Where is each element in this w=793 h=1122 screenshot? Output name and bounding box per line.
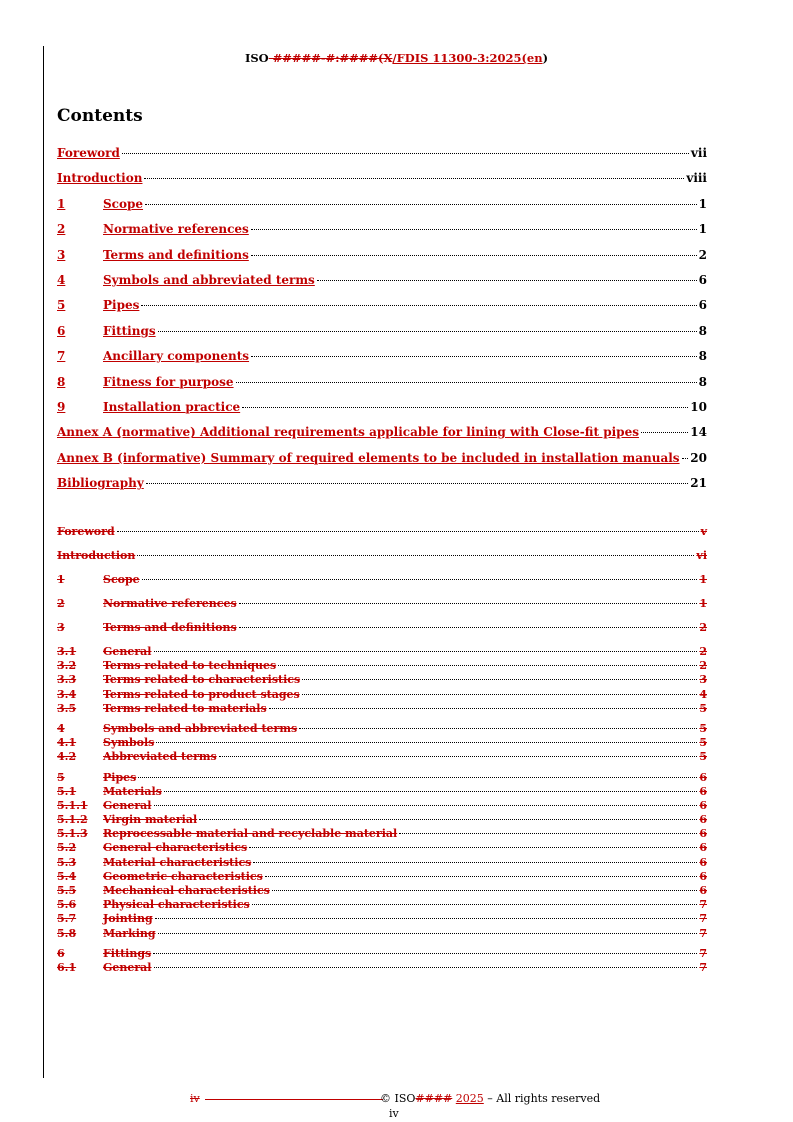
toc-leader-dots <box>142 579 698 580</box>
toc-entry[interactable] <box>57 722 707 736</box>
toc-leader-dots <box>158 933 698 934</box>
toc-leader-dots <box>272 890 697 891</box>
toc-entry-number: 5.7 <box>57 912 77 926</box>
toc-entry-page: 3 <box>699 673 707 687</box>
toc-entry-page: 5 <box>699 701 707 715</box>
toc-entry[interactable] <box>57 884 707 898</box>
toc-entry-page: 5 <box>699 721 707 735</box>
footer-rule <box>205 1099 383 1100</box>
toc-entry-number: 4 <box>57 272 66 287</box>
toc-entry[interactable] <box>57 750 707 764</box>
toc-entry-number: 3.1 <box>57 645 77 658</box>
toc-entry-title[interactable]: Installation practice <box>103 399 241 414</box>
toc-entry-number: 5.1.2 <box>57 813 88 827</box>
toc-entry-number: 5.1.3 <box>57 827 88 841</box>
toc-entry[interactable] <box>57 785 707 799</box>
footer-deleted-page-number: iv <box>190 1092 200 1105</box>
toc-entry[interactable] <box>57 898 707 912</box>
toc-entry[interactable] <box>57 573 707 597</box>
toc-entry-number: 3.5 <box>57 701 77 715</box>
toc-entry[interactable] <box>57 597 707 621</box>
footer-page-number: iv <box>389 1107 399 1120</box>
toc-leader-dots <box>302 694 698 695</box>
toc-entry[interactable] <box>57 856 707 870</box>
toc-entry[interactable] <box>57 425 707 450</box>
toc-entry-title[interactable]: Mechanical characteristics <box>103 884 270 897</box>
toc-entry-title[interactable]: General <box>103 798 152 812</box>
toc-entry[interactable] <box>57 771 707 785</box>
toc-leader-dots <box>399 833 697 834</box>
toc-entry-page: 6 <box>699 784 707 798</box>
toc-entry-number: 1 <box>57 573 65 586</box>
header-deleted-text: #####-#:####(X <box>268 51 393 65</box>
toc-leader-dots <box>239 627 698 628</box>
toc-new <box>57 146 707 501</box>
toc-leader-dots <box>156 742 697 743</box>
toc-entry-title[interactable]: Normative references <box>103 597 237 610</box>
toc-entry-title[interactable]: Materials <box>103 784 162 798</box>
toc-leader-dots <box>138 777 697 778</box>
toc-entry[interactable] <box>57 841 707 855</box>
toc-entry[interactable] <box>57 813 707 827</box>
toc-entry[interactable] <box>57 146 707 171</box>
toc-entry-title[interactable]: General characteristics <box>103 841 248 855</box>
toc-entry-title[interactable]: Terms related to product stages <box>103 687 300 701</box>
toc-entry-page: 8 <box>698 323 707 338</box>
toc-entry-number: 6.1 <box>57 960 77 974</box>
toc-entry-title[interactable]: Normative references <box>103 222 249 237</box>
toc-entry[interactable] <box>57 961 707 975</box>
toc-leader-dots <box>122 153 689 154</box>
toc-entry-page: 1 <box>698 196 707 211</box>
toc-entry-page: 6 <box>699 841 707 855</box>
toc-leader-dots <box>239 603 698 604</box>
toc-entry-page: vii <box>690 146 707 160</box>
toc-entry-number: 3.2 <box>57 659 77 673</box>
toc-entry-number: 2 <box>57 597 65 610</box>
toc-leader-dots <box>236 382 697 383</box>
toc-entry-title[interactable]: Virgin material <box>103 813 198 827</box>
toc-entry-title[interactable]: Introduction <box>57 171 143 186</box>
toc-leader-dots <box>154 967 698 968</box>
toc-entry[interactable] <box>57 549 707 573</box>
toc-entry-number: 5.3 <box>57 855 77 869</box>
toc-entry-number: 6 <box>57 946 65 960</box>
toc-entry-page: 2 <box>699 659 707 673</box>
toc-leader-dots <box>299 728 697 729</box>
toc-entry[interactable] <box>57 400 707 425</box>
margin-line <box>43 46 44 1078</box>
toc-entry-title[interactable]: Material characteristics <box>103 855 252 869</box>
toc-entry-title[interactable]: Terms related to materials <box>103 701 267 715</box>
toc-entry-number: 9 <box>57 399 66 414</box>
toc-leader-dots <box>158 331 697 332</box>
toc-entry-page: 1 <box>699 597 707 610</box>
toc-entry-page: 20 <box>690 450 707 465</box>
toc-entry-page: 6 <box>699 798 707 812</box>
toc-entry-page: 1 <box>699 573 707 586</box>
toc-entry-title[interactable]: Annex A (normative) Additional requirements applicable for lining with Close-fit pipes <box>57 425 639 440</box>
footer-rights: – All rights reserved <box>483 1092 601 1105</box>
toc-entry-title[interactable]: Reprocessable material and recyclable material <box>103 827 398 841</box>
toc-entry-page: 7 <box>699 960 707 974</box>
toc-entry-number: 6 <box>57 323 66 338</box>
toc-leader-dots <box>269 708 698 709</box>
toc-entry[interactable] <box>57 827 707 841</box>
toc-entry-page: 8 <box>698 349 707 364</box>
toc-leader-dots <box>164 791 697 792</box>
toc-entry-title[interactable]: General <box>103 960 152 974</box>
toc-entry-page: 2 <box>699 645 707 658</box>
toc-entry-number: 4 <box>57 721 65 735</box>
toc-entry-number: 2 <box>57 222 66 237</box>
header-prefix: ISO <box>244 51 269 65</box>
toc-entry-page: 1 <box>698 222 707 237</box>
toc-entry-number: 1 <box>57 196 66 211</box>
toc-entry-page: 21 <box>690 476 707 491</box>
toc-entry-page: 2 <box>698 247 707 262</box>
toc-entry-page: 5 <box>699 750 707 764</box>
toc-entry-title[interactable]: Terms related to techniques <box>103 659 277 673</box>
toc-entry[interactable] <box>57 659 707 673</box>
toc-entry-number: 5 <box>57 298 66 313</box>
toc-entry-title[interactable]: Fittings <box>103 946 152 960</box>
toc-entry-title[interactable]: Introduction <box>57 549 136 562</box>
toc-entry[interactable] <box>57 324 707 349</box>
toc-entry[interactable] <box>57 222 707 247</box>
toc-entry-title[interactable]: Symbols and abbreviated terms <box>103 272 315 287</box>
toc-entry[interactable] <box>57 912 707 926</box>
toc-leader-dots <box>682 458 689 459</box>
toc-entry[interactable] <box>57 375 707 400</box>
toc-entry-page: v <box>700 525 707 538</box>
toc-leader-dots <box>252 904 698 905</box>
toc-entry[interactable] <box>57 451 707 476</box>
header-suffix: ) <box>542 51 549 65</box>
toc-entry-title[interactable]: Foreword <box>57 146 120 160</box>
toc-entry[interactable] <box>57 197 707 222</box>
toc-entry-page: 6 <box>699 770 707 784</box>
toc-entry-title[interactable]: Terms and definitions <box>103 621 237 634</box>
toc-entry[interactable] <box>57 702 707 716</box>
toc-entry-page: 7 <box>699 926 707 940</box>
toc-entry[interactable] <box>57 248 707 273</box>
toc-entry[interactable] <box>57 349 707 374</box>
toc-entry-title[interactable]: Physical characteristics <box>103 898 250 912</box>
footer-inserted-year: 2025 <box>455 1092 484 1105</box>
toc-entry-page: 6 <box>699 884 707 897</box>
toc-leader-dots <box>265 876 698 877</box>
toc-entry-title[interactable]: Symbols <box>103 736 155 750</box>
toc-entry-number: 5.5 <box>57 884 77 897</box>
toc-entry[interactable] <box>57 927 707 941</box>
toc-entry[interactable] <box>57 298 707 323</box>
toc-entry-number: 3.3 <box>57 673 77 687</box>
toc-old-deleted <box>57 525 707 975</box>
toc-leader-dots <box>144 178 684 179</box>
toc-entry[interactable] <box>57 673 707 687</box>
toc-entry[interactable] <box>57 476 707 501</box>
toc-leader-dots <box>251 229 697 230</box>
toc-entry-title[interactable]: Geometric characteristics <box>103 869 263 883</box>
footer-copyright <box>380 1092 600 1105</box>
toc-entry[interactable] <box>57 621 707 645</box>
toc-entry-page: 6 <box>699 827 707 841</box>
toc-leader-dots <box>249 847 697 848</box>
toc-entry-number: 7 <box>57 349 66 364</box>
toc-entry-number: 5.2 <box>57 841 77 855</box>
toc-entry-title[interactable]: Jointing <box>103 912 153 926</box>
toc-entry-page: 6 <box>698 272 707 287</box>
toc-entry-number: 5.4 <box>57 869 77 883</box>
toc-entry-title[interactable]: Annex B (informative) Summary of required elements to be included in installation manuals <box>57 450 680 465</box>
toc-leader-dots <box>317 280 697 281</box>
toc-leader-dots <box>251 356 697 357</box>
toc-entry-page: 6 <box>699 813 707 827</box>
toc-entry[interactable] <box>57 736 707 750</box>
toc-entry-number: 3 <box>57 621 65 634</box>
toc-entry-number: 5.1.1 <box>57 798 88 812</box>
toc-leader-dots <box>278 665 697 666</box>
toc-entry-page: 4 <box>699 687 707 701</box>
toc-entry-page: 6 <box>698 298 707 313</box>
toc-leader-dots <box>219 756 698 757</box>
toc-entry-title[interactable]: Symbols and abbreviated terms <box>103 721 298 735</box>
toc-entry-number: 3 <box>57 247 66 262</box>
toc-entry-number: 5 <box>57 770 65 784</box>
toc-entry-page: viii <box>686 171 707 186</box>
toc-entry-title[interactable]: Abbreviated terms <box>103 750 217 764</box>
toc-entry-title[interactable]: Pipes <box>103 298 140 313</box>
toc-leader-dots <box>137 555 694 556</box>
toc-entry-number: 5.6 <box>57 898 77 912</box>
toc-entry[interactable] <box>57 525 707 549</box>
toc-entry-page: 7 <box>699 912 707 926</box>
toc-entry-page: 8 <box>698 374 707 389</box>
toc-entry-page: 5 <box>699 736 707 750</box>
toc-entry-title[interactable]: Bibliography <box>57 476 144 491</box>
toc-entry-number: 5.1 <box>57 784 77 798</box>
footer-copyright-prefix: © ISO <box>380 1092 416 1105</box>
toc-entry-title[interactable]: Marking <box>103 926 156 940</box>
document-header <box>0 51 793 65</box>
footer-deleted-year: #### <box>415 1092 453 1105</box>
toc-entry-page: 6 <box>699 855 707 869</box>
toc-entry-page: 14 <box>690 425 707 440</box>
toc-entry-title[interactable]: Fittings <box>103 323 156 338</box>
toc-leader-dots <box>302 679 697 680</box>
toc-leader-dots <box>641 432 688 433</box>
toc-entry-title[interactable]: General <box>103 645 152 658</box>
toc-entry-page: vi <box>696 549 707 562</box>
toc-entry[interactable] <box>57 645 707 659</box>
toc-entry-title[interactable]: Terms and definitions <box>103 247 249 262</box>
toc-entry-title[interactable]: Foreword <box>57 525 115 538</box>
toc-entry-page: 2 <box>699 621 707 634</box>
toc-leader-dots <box>141 305 696 306</box>
toc-leader-dots <box>145 204 697 205</box>
toc-leader-dots <box>117 531 699 532</box>
toc-entry-number: 5.8 <box>57 926 77 940</box>
toc-leader-dots <box>242 407 688 408</box>
toc-leader-dots <box>251 255 697 256</box>
toc-entry[interactable] <box>57 870 707 884</box>
toc-entry-page: 6 <box>699 869 707 883</box>
toc-leader-dots <box>146 483 689 484</box>
toc-leader-dots <box>154 805 698 806</box>
toc-entry[interactable] <box>57 799 707 813</box>
toc-entry-page: 7 <box>699 898 707 912</box>
toc-entry-title[interactable]: Terms related to characteristics <box>103 673 301 687</box>
toc-entry-number: 4.1 <box>57 736 77 750</box>
toc-entry-title[interactable]: Scope <box>103 573 140 586</box>
toc-entry-title[interactable]: Scope <box>103 196 144 211</box>
toc-leader-dots <box>199 819 697 820</box>
toc-entry-number: 3.4 <box>57 687 77 701</box>
contents-title: Contents <box>57 106 143 126</box>
toc-leader-dots <box>253 862 697 863</box>
toc-entry-number: 4.2 <box>57 750 77 764</box>
toc-entry-title[interactable]: Ancillary components <box>103 349 250 364</box>
toc-leader-dots <box>153 953 697 954</box>
toc-entry[interactable] <box>57 273 707 298</box>
toc-entry-title[interactable]: Pipes <box>103 770 137 784</box>
toc-leader-dots <box>155 918 698 919</box>
toc-entry[interactable] <box>57 947 707 961</box>
toc-entry-page: 10 <box>690 399 707 414</box>
toc-entry-title[interactable]: Fitness for purpose <box>103 374 234 389</box>
toc-entry[interactable] <box>57 688 707 702</box>
toc-leader-dots <box>154 651 698 652</box>
toc-entry[interactable] <box>57 171 707 196</box>
toc-entry-page: 7 <box>699 946 707 960</box>
header-inserted-text: /FDIS 11300-3:2025(en <box>392 51 543 65</box>
toc-entry-number: 8 <box>57 374 66 389</box>
